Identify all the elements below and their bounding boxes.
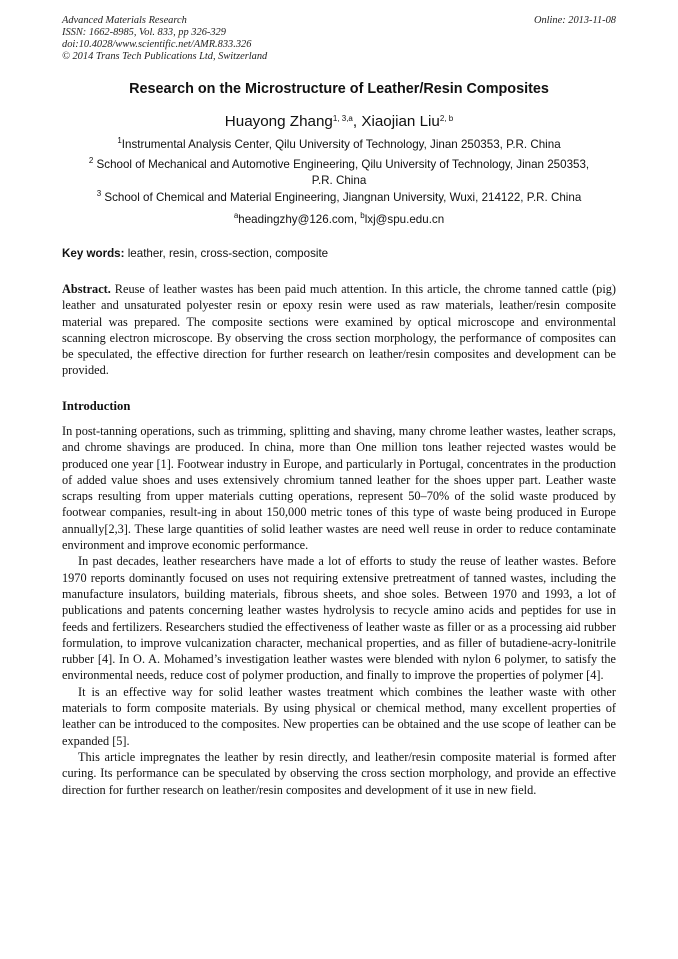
- keywords: [62, 247, 616, 260]
- affiliation-3: [50, 190, 628, 206]
- abstract-label: Abstract.: [62, 282, 111, 296]
- author-list: [40, 113, 638, 130]
- author-affiliation-mark: 1, 3,a: [332, 114, 353, 123]
- online-date: Online: 2013-11-08: [533, 15, 616, 26]
- author-name: Xiaojian Liu: [361, 113, 440, 130]
- keywords-label: Key words:: [62, 247, 125, 260]
- affiliation-text-continued: P.R. China: [311, 174, 367, 187]
- affiliation-text: School of Chemical and Material Engineering, Jiangnan University, Wuxi, 214122, P.R. China: [101, 191, 582, 204]
- paragraph: In post-tanning operations, such as trimming, splitting and shaving, many chrome leather wastes, leather scraps, and chrome shavings are produced. In china, more than One million tons leather rejected wastes would be produced one year [1]. Footwear industry in Europe, and particularly in Portugal, concentrates in the production of added value shoes and uses extensively chromium tanned leather for the shoes upper part. Leather waste scraps resulting from upper materials cutting operations, represent 50–70% of the solid waste produced by footwear companies, result-ing in about 150,000 metric tones of this type of waste being produced in Europe annually[2,3]. These large quantities of solid leather wastes are need well reuse in order to reduce contaminate environment and improve economic performance.: [62, 424, 616, 553]
- affiliation-text: School of Mechanical and Automotive Engineering, Qilu University of Technology, Jinan 250353,: [93, 158, 590, 171]
- issn-line: ISSN: 1662-8985, Vol. 833, pp 326-329: [62, 27, 226, 38]
- author-affiliation-mark: 2, b: [439, 114, 454, 123]
- introduction-body: [62, 423, 616, 798]
- paper-title: Research on the Microstructure of Leather/Resin Composites: [129, 81, 549, 97]
- doi-line: doi:10.4028/www.scientific.net/AMR.833.326: [62, 39, 252, 50]
- affiliation-mark: 1: [117, 136, 122, 145]
- affiliation-text: Instrumental Analysis Center, Qilu University of Technology, Jinan 250353, P.R. China: [121, 138, 561, 151]
- copyright-line: © 2014 Trans Tech Publications Ltd, Switzerland: [62, 51, 268, 62]
- email-mark: b: [360, 211, 365, 220]
- journal-name: Advanced Materials Research: [62, 15, 187, 26]
- author-name: Huayong Zhang: [224, 113, 333, 130]
- author-separator: ,: [352, 113, 362, 130]
- paragraph: In past decades, leather researchers have made a lot of efforts to study the reuse of leather wastes. Before 1970 reports dominantly focused on uses not requiring extensive pretreatment of tanned wastes, including the manufacture insulators, building materials, fibrous sheets, and shoe soles. Between 1970 and 1993, a lot of publications and patents concerning leather wastes hydrolysis to recycle amino acids and peptides for use in feeds and fertilizers. Researchers studied the effectiveness of leather waste as filler or as a processing aid rubber formulation, to improve vulcanization character, mechanical properties, and as filler of butadiene-acry-lonitrile rubber [4]. In O. A. Mohamed’s investigation leather wastes were blended with nylon 6 polymer, to satisfy the environmental needs, reduce cost of polymer production, and finally to improve the properties of polymer [4].: [62, 554, 616, 683]
- paragraph: It is an effective way for solid leather wastes treatment which combines the leather waste with other materials to form composite materials. By using physical or chemical method, many excellent properties of leather can be introduced to the composites. New properties can be obtained and the use scope of leather can be expanded [5].: [62, 684, 616, 748]
- affiliation-2: [50, 157, 628, 189]
- email-mark: a: [233, 211, 239, 220]
- email-line: [50, 212, 628, 228]
- email-address: headingzhy@126.com,: [238, 213, 361, 226]
- paragraph: This article impregnates the leather by resin directly, and leather/resin composite material is formed after curing. Its performance can be speculated by observing the cross section morphology, and provide an effective direction for further research on leather/resin composites and development of it use in new field.: [62, 749, 616, 797]
- affiliation-1: [50, 137, 628, 153]
- affiliation-mark: 3: [96, 189, 102, 198]
- affiliation-mark: 2: [88, 156, 94, 165]
- email-address: lxj@spu.edu.cn: [364, 213, 445, 226]
- journal-header: [62, 15, 616, 63]
- section-heading: Introduction: [62, 399, 131, 413]
- abstract: [62, 281, 616, 379]
- abstract-text: Reuse of leather wastes has been paid much attention. In this article, the chrome tanned cattle (pig) leather and unsaturated polyester resin or epoxy resin were used as raw materials, leather/resin composite material was prepared. The composite sections were examined by optical microscope and environmental scanning electron microscope. By observing the cross section morphology, the performance of composites can be speculated, the effective direction for further research on leather/resin composites and development can be provided.: [62, 282, 616, 378]
- keywords-text: leather, resin, cross-section, composite: [124, 247, 329, 260]
